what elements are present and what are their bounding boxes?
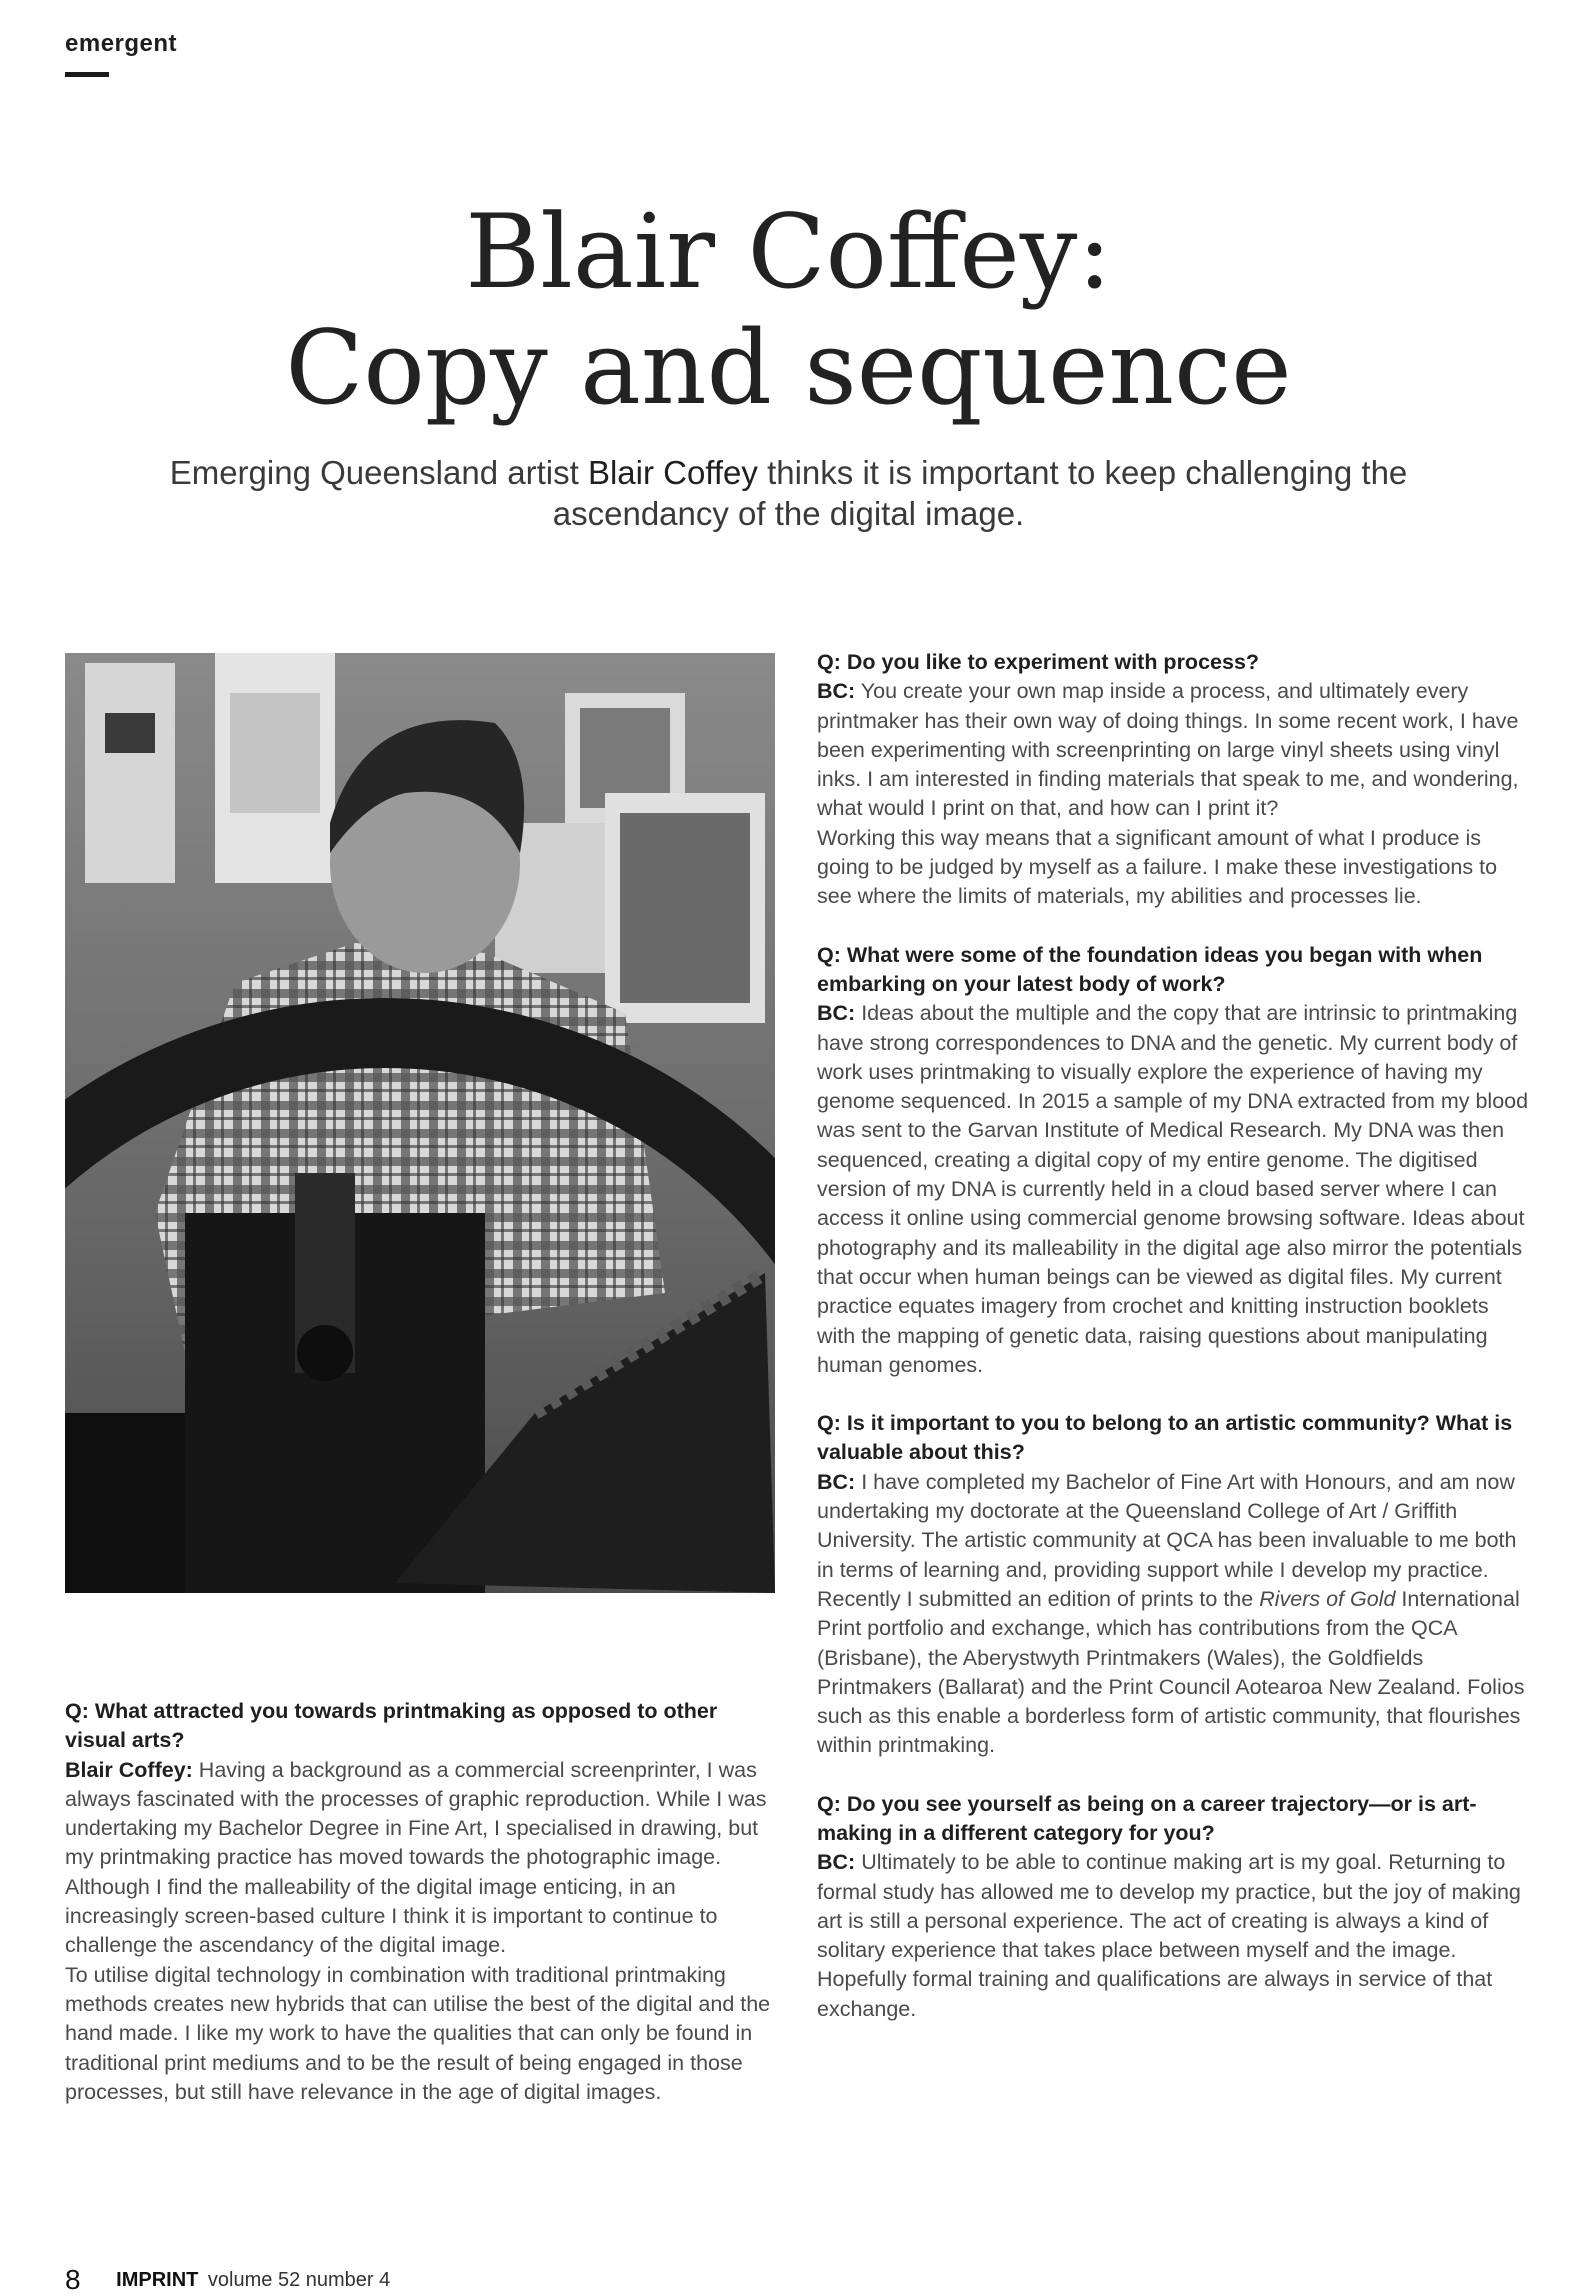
artist-photo bbox=[65, 653, 775, 1593]
question: Q: Is it important to you to belong to an artistic community? What is valuable about this? bbox=[817, 1411, 1513, 1465]
answer-text-continued: International Print portfolio and exchange, which has contributions from the QCA (Brisbane), the Aberystwyth Printmakers (Wales), the Goldfields Printmakers (Ballarat) and the Print Council Aotearoa New Zealand. Folios such as this enable a borderless form of artistic community, that flourishes within printmaking. bbox=[817, 1586, 1525, 1758]
answer bbox=[817, 677, 1532, 911]
answer bbox=[817, 999, 1532, 1380]
standfirst-lead: Emerging Queensland artist bbox=[169, 454, 588, 491]
speaker-label: Blair Coffey: bbox=[65, 1757, 193, 1782]
section-label: emergent bbox=[65, 30, 178, 57]
answer-paragraph bbox=[817, 1468, 1532, 1761]
standfirst-artist-name: Blair Coffey bbox=[587, 454, 758, 491]
issue-info: volume 52 number 4 bbox=[207, 2269, 391, 2291]
qa-block bbox=[817, 1790, 1532, 2024]
answer-paragraph: Working this way means that a significant amount of what I produce is going to be judged by myself as a failure. I make these investigations to see where the limits of materials, my abilities and processes lie. bbox=[817, 825, 1498, 909]
speaker-label: BC: bbox=[817, 1850, 856, 1875]
answer bbox=[817, 1468, 1532, 1761]
answer-text: Having a background as a commercial screenprinter, I was always fascinated with the processes of graphic reproduction. While I was undertaking my Bachelor Degree in Fine Art, I specialised in drawing, but my printmaking practice has moved towards the photographic image. Although I find the malleability of the digital image enticing, in an increasingly screen-based culture I think it is important to continue to challenge the ascendancy of the digital image. bbox=[65, 1757, 767, 1958]
title-line-1: Blair Coffey: bbox=[465, 193, 1112, 312]
qa-block bbox=[65, 1697, 780, 2107]
answer bbox=[65, 1756, 780, 2108]
qa-block bbox=[817, 648, 1532, 912]
portfolio-title: Rivers of Gold bbox=[1259, 1586, 1396, 1611]
left-column bbox=[65, 1697, 780, 2136]
answer-paragraph bbox=[817, 677, 1532, 823]
standfirst bbox=[150, 452, 1427, 534]
standfirst-rest: thinks it is important to keep challenging the ascendancy of the digital image. bbox=[552, 454, 1408, 532]
answer-paragraph bbox=[817, 999, 1532, 1380]
speaker-label: BC: bbox=[817, 679, 856, 704]
article-title bbox=[0, 195, 1577, 427]
answer-text: You create your own map inside a process, and ultimately every printmaker has their own way of doing things. In some recent work, I have been experimenting with screenprinting on large vinyl sheets using vinyl inks. I am interested in finding materials that speak to me, and wondering, what would I print on that, and how can I print it? bbox=[817, 679, 1519, 821]
answer bbox=[817, 1848, 1532, 2024]
answer-paragraph: To utilise digital technology in combination with traditional printmaking methods creates new hybrids that can utilise the best of the digital and the hand made. I like my work to have the qualities that can only be found in traditional print mediums and to be the result of being engaged in those processes, but still have relevance in the age of digital images. bbox=[65, 1962, 771, 2104]
speaker-label: BC: bbox=[817, 1469, 856, 1494]
speaker-label: BC: bbox=[817, 1001, 856, 1026]
question: Q: What were some of the foundation ideas you began with when embarking on your latest body of work? bbox=[817, 942, 1483, 996]
right-column bbox=[817, 648, 1532, 2053]
qa-block bbox=[817, 941, 1532, 1380]
page-number: 8 bbox=[65, 2264, 81, 2295]
magazine-name: IMPRINT bbox=[116, 2269, 199, 2291]
answer-paragraph bbox=[65, 1756, 780, 1961]
answer-text: Ideas about the multiple and the copy that are intrinsic to printmaking have strong correspondences to DNA and the genetic. My current body of work uses printmaking to visually explore the experience of having my genome sequenced. In 2015 a sample of my DNA extracted from my blood was sent to the Garvan Institute of Medical Research. My DNA was then sequenced, creating a digital copy of my entire genome. The digitised version of my DNA is currently held in a cloud based server where I can access it online using commercial genome browsing software. Ideas about photography and its malleability in the digital age also mirror the potentials that occur when human beings can be viewed as digital files. My current practice equates imagery from crochet and knitting instruction booklets with the mapping of genetic data, raising questions about manipulating human genomes. bbox=[817, 1001, 1529, 1377]
answer-text: Ultimately to be able to continue making art is my goal. Returning to formal study has allowed me to develop my practice, but the joy of making art is still a personal experience. The act of creating is always a kind of solitary experience that takes place between myself and the image. Hopefully formal training and qualifications are always in service of that exchange. bbox=[817, 1850, 1521, 2021]
answer-text: I have completed my Bachelor of Fine Art with Honours, and am now undertaking my doctorate at the Queensland College of Art / Griffith University. The artistic community at QCA has been invaluable to me both in terms of learning and, providing support while I develop my practice. Recently I submitted an edition of prints to the bbox=[817, 1469, 1517, 1611]
question: Q: Do you like to experiment with process? bbox=[817, 650, 1260, 674]
answer-paragraph bbox=[817, 1848, 1532, 2024]
question: Q: What attracted you towards printmaking as opposed to other visual arts? bbox=[65, 1699, 718, 1753]
question: Q: Do you see yourself as being on a career trajectory—or is art-making in a different category for you? bbox=[817, 1791, 1477, 1845]
title-line-2: Copy and sequence bbox=[285, 309, 1292, 428]
qa-block bbox=[817, 1409, 1532, 1761]
section-rule bbox=[65, 72, 109, 77]
page-footer bbox=[65, 2264, 390, 2296]
